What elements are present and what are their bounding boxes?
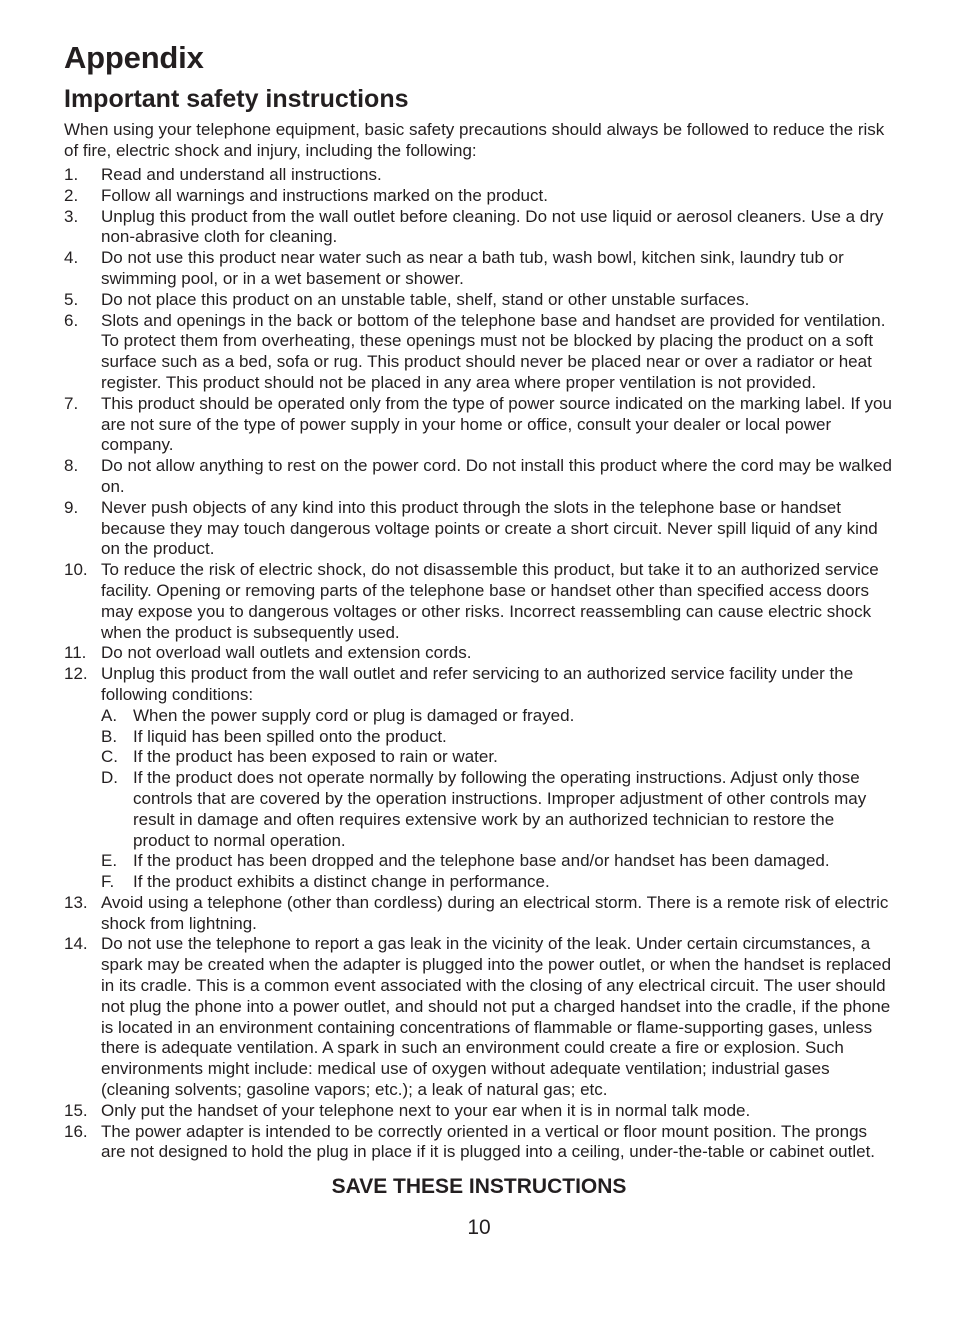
item-text: Only put the handset of your telephone next to your ear when it is in normal talk mode. — [101, 1100, 751, 1120]
item-number: 7. — [64, 393, 79, 413]
sub-item-text: If the product has been dropped and the telephone base and/or handset has been damaged. — [133, 851, 830, 871]
sub-list-item — [101, 872, 894, 893]
item-text: Never push objects of any kind into this product through the slots in the telephone base or handset because they may touch dangerous voltage points or create a short circuit. Never spill liquid of any kind on the product. — [101, 497, 878, 559]
item-text: Do not place this product on an unstable table, shelf, stand or other unstable surfaces. — [101, 289, 750, 309]
item-number: 6. — [64, 310, 79, 330]
list-item — [64, 456, 894, 498]
sub-item-letter: D. — [101, 768, 118, 788]
item-number: 9. — [64, 497, 79, 517]
sub-item-text: If liquid has been spilled onto the product. — [133, 726, 447, 746]
item-number: 10. — [64, 560, 88, 580]
item-text: Slots and openings in the back or bottom of the telephone base and handset are provided for ventilation. To protect them from overheating, these openings must not be blocked by placing the product on a soft surface such as a bed, sofa or rug. This product should never be placed near or over a radiator or heat register. This product should not be placed in any area where proper ventilation is not provided. — [101, 310, 886, 392]
item-number: 1. — [64, 165, 79, 184]
item-number: 5. — [64, 289, 79, 309]
item-number: 16. — [64, 1121, 88, 1141]
intro-paragraph: When using your telephone equipment, basic safety precautions should always be followed to reduce the risk of fire, electric shock and injury, including the following: — [64, 120, 885, 160]
list-item — [64, 1101, 894, 1122]
item-text: Do not use the telephone to report a gas leak in the vicinity of the leak. Under certain circumstances, a spark may be created when the adapter is plugged into the power outlet, or when the handset is replaced in its cradle. This is a common event associated with the closing of any electrical circuit. The user should not plug the phone into a power outlet, and should not put a charged handset into the cradle, if the phone is located in an environment containing concentrations of flammable or flame-supporting gases, unless there is adequate ventilation. A spark in such an environment could create a fire or explosion. Such environments might include: medical use of oxygen without adequate ventilation; industrial gases (cleaning solvents; gasoline vapors; etc.); a leak of natural gas; etc. — [101, 934, 892, 1100]
item-number: 2. — [64, 185, 79, 205]
item-number: 13. — [64, 892, 88, 912]
item-text: Avoid using a telephone (other than cordless) during an electrical storm. There is a remote risk of electric shock from lightning. — [101, 892, 889, 933]
item-text: This product should be operated only from the type of power source indicated on the marking label. If you are not sure of the type of power supply in your home or office, consult your dealer or local power company. — [101, 393, 892, 455]
item-text: Unplug this product from the wall outlet before cleaning. Do not use liquid or aerosol cleaners. Use a dry non-abrasive cloth for cleaning. — [101, 206, 884, 247]
sub-item-letter: F. — [101, 872, 115, 892]
sub-item-letter: A. — [101, 705, 118, 725]
list-item — [64, 165, 894, 186]
condition-sublist — [101, 706, 894, 893]
sub-list-item — [101, 727, 894, 748]
item-text: Read and understand all instructions. — [101, 165, 382, 184]
item-number: 3. — [64, 206, 79, 226]
list-item — [64, 934, 894, 1100]
list-item — [64, 394, 894, 456]
item-number: 14. — [64, 934, 88, 954]
section-title: Important safety instructions — [64, 85, 409, 113]
item-text: Unplug this product from the wall outlet and refer servicing to an authorized service facility under the following conditions: — [101, 664, 854, 704]
item-text: Do not overload wall outlets and extension cords. — [101, 643, 472, 663]
sub-list-item — [101, 706, 894, 727]
sub-item-text: If the product has been exposed to rain or water. — [133, 747, 498, 767]
list-item — [64, 560, 894, 643]
list-item — [64, 893, 894, 935]
list-item — [64, 664, 894, 893]
item-number: 15. — [64, 1100, 88, 1120]
sub-item-text: If the product exhibits a distinct change in performance. — [133, 872, 550, 892]
item-number: 4. — [64, 248, 79, 268]
sub-list-item — [101, 747, 894, 768]
list-item — [64, 643, 894, 664]
document-page — [64, 38, 894, 1241]
item-number: 12. — [64, 664, 88, 684]
list-item — [64, 186, 894, 207]
item-text: Do not use this product near water such as near a bath tub, wash bowl, kitchen sink, laundry tub or swimming pool, or in a wet basement or shower. — [101, 248, 844, 288]
item-text: The power adapter is intended to be correctly oriented in a vertical or floor mount position. The prongs are not designed to hold the plug in place if it is plugged into a ceiling, under-the-table or cabinet outlet. — [101, 1121, 876, 1162]
list-item — [64, 498, 894, 560]
list-item — [64, 311, 894, 394]
page-number: 10 — [467, 1216, 491, 1240]
item-number: 8. — [64, 456, 79, 476]
list-item — [64, 248, 894, 290]
sub-item-letter: C. — [101, 747, 118, 767]
list-item — [64, 1122, 894, 1164]
list-item — [64, 290, 894, 311]
sub-item-text: When the power supply cord or plug is damaged or frayed. — [133, 705, 575, 725]
sub-item-letter: B. — [101, 726, 118, 746]
page-title: Appendix — [64, 40, 204, 75]
save-instructions-heading: SAVE THESE INSTRUCTIONS — [331, 1175, 627, 1199]
item-text: Do not allow anything to rest on the power cord. Do not install this product where the cord may be walked on. — [101, 456, 892, 496]
safety-instruction-list — [64, 165, 894, 1163]
item-number: 11. — [64, 643, 87, 663]
sub-item-text: If the product does not operate normally by following the operating instructions. Adjust only those controls that are covered by the operation instructions. Improper adjustment of other controls may result in damage and often requires extensive work by an authorized technician to restore the product to normal operation. — [133, 768, 867, 850]
sub-list-item — [101, 768, 894, 851]
item-text: To reduce the risk of electric shock, do not disassemble this product, but take it to an authorized service facility. Opening or removing parts of the telephone base or handset other than specified access doors may expose you to dangerous voltages or other risks. Incorrect reassembling can cause electric shock when the product is subsequently used. — [101, 560, 879, 642]
list-item — [64, 207, 894, 249]
sub-item-letter: E. — [101, 851, 118, 871]
sub-list-item — [101, 851, 894, 872]
item-text: Follow all warnings and instructions marked on the product. — [101, 185, 548, 205]
